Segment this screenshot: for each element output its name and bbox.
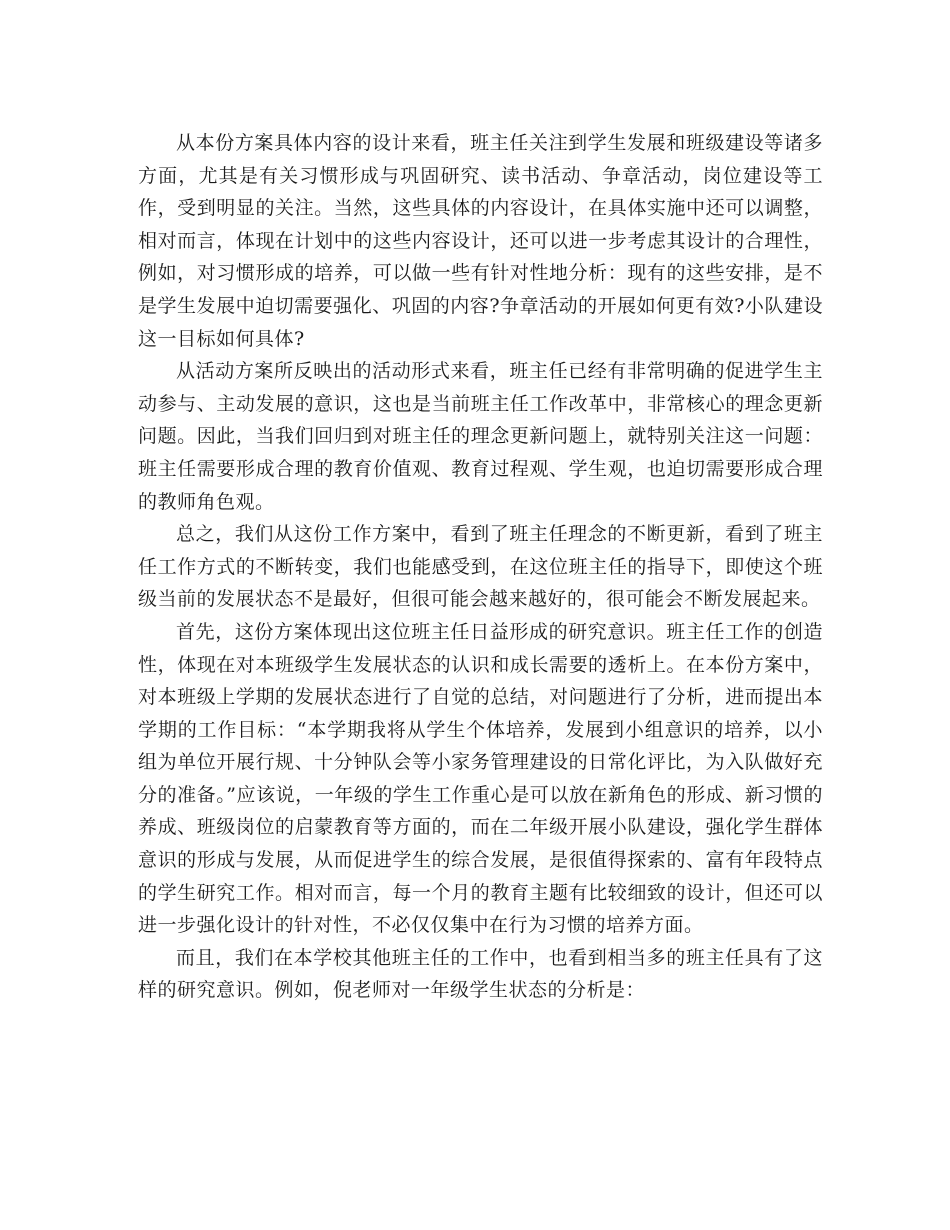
paragraph-3: 总之，我们从这份工作方案中，看到了班主任理念的不断更新，看到了班主任工作方式的不断转变，我们也能感受到，在这位班主任的指导下，即使这个班级当前的发展状态不是最好，但很可能会越来越好的，很可能会不断发展起来。: [138, 523, 823, 611]
document-body: [138, 127, 823, 1007]
paragraph-1: 从本份方案具体内容的设计来看，班主任关注到学生发展和班级建设等诸多方面，尤其是有关习惯形成与巩固研究、读书活动、争章活动，岗位建设等工作，受到明显的关注。当然，这些具体的内容设计，在具体实施中还可以调整，相对而言，体现在计划中的这些内容设计，还可以进一步考虑其设计的合理性，例如，对习惯形成的培养，可以做一些有针对性地分析：现有的这些安排，是不是学生发展中迫切需要强化、巩固的内容?争章活动的开展如何更有效?小队建设这一目标如何具体?: [138, 132, 823, 350]
paragraph-4: 首先，这份方案体现出这位班主任日益形成的研究意识。班主任工作的创造性，体现在对本班级学生发展状态的认识和成长需要的透析上。在本份方案中，对本班级上学期的发展状态进行了自觉的总结，对问题进行了分析，进而提出本学期的工作目标：“本学期我将从学生个体培养，发展到小组意识的培养，以小组为单位开展行规、十分钟队会等小家务管理建设的日常化评比，为入队做好充分的准备。”应该说，一年级的学生工作重心是可以放在新角色的形成、新习惯的养成、班级岗位的启蒙教育等方面的，而在二年级开展小队建设，强化学生群体意识的形成与发展，从而促进学生的综合发展，是很值得探索的、富有年段特点的学生研究工作。相对而言，每一个月的教育主题有比较细致的设计，但还可以进一步强化设计的针对性，不必仅仅集中在行为习惯的培养方面。: [138, 620, 823, 937]
paragraph-5: 而且，我们在本学校其他班主任的工作中，也看到相当多的班主任具有了这样的研究意识。例如，倪老师对一年级学生状态的分析是：: [138, 946, 823, 1002]
paragraph-2: 从活动方案所反映出的活动形式来看，班主任已经有非常明确的促进学生主动参与、主动发展的意识，这也是当前班主任工作改革中，非常核心的理念更新问题。因此，当我们回归到对班主任的理念更新问题上，就特别关注这一问题：班主任需要形成合理的教育价值观、教育过程观、学生观，也迫切需要形成合理的教师角色观。: [138, 360, 823, 513]
